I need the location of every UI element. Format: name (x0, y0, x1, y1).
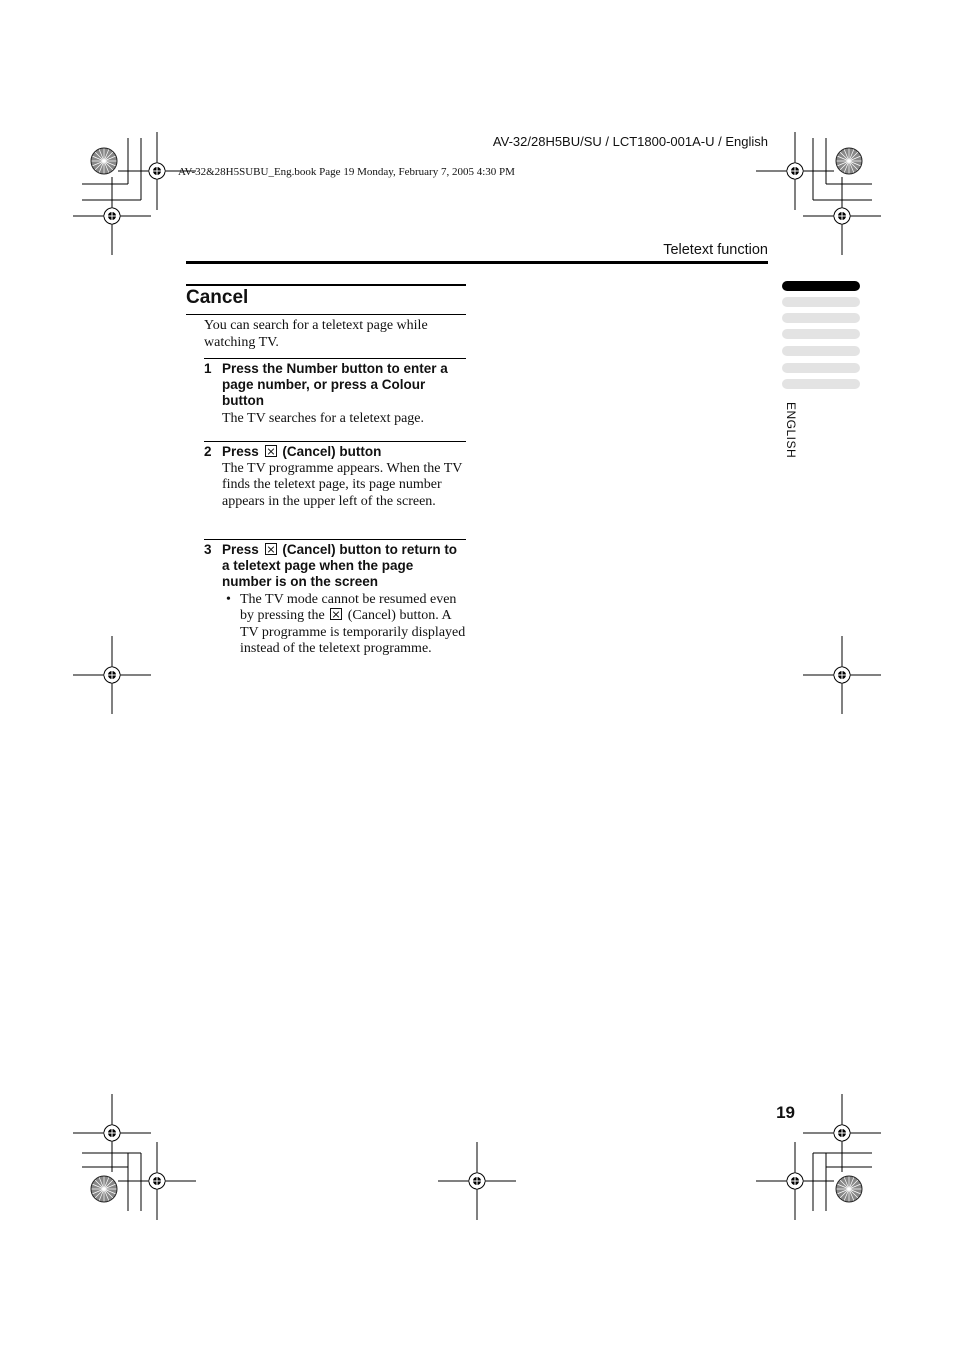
page-number: 19 (776, 1103, 795, 1122)
step-number: 3 (204, 542, 212, 557)
section-header: Teletext function (663, 242, 768, 258)
step-heading-post: (Cancel) button (282, 444, 382, 459)
step-heading-post: (Cancel) button to return to a teletext page when the page number is on the screen (222, 542, 458, 589)
book-info: AV-32&28H5SUBU_Eng.book Page 19 Monday, February 7, 2005 4:30 PM (178, 166, 515, 178)
step-body: The TV programme appears. When the TV finds the teletext page, its page number appears in the upper left of the screen. (222, 461, 463, 509)
bullet-text-pre: The TV mode cannot be resumed even by pressing the (240, 592, 457, 624)
bullet-marker: • (226, 592, 231, 607)
step-heading-pre: Press (222, 444, 259, 459)
step-heading-pre: Press (222, 542, 259, 557)
document-id: AV-32/28H5BU/SU / LCT1800-001A-U / English (492, 134, 768, 149)
language-label: ENGLISH (784, 402, 798, 459)
step-number: 2 (204, 444, 212, 459)
intro-text: You can search for a teletext page while watching TV. (204, 318, 428, 350)
page-title: Cancel (186, 287, 249, 308)
bullet-text-post: (Cancel) button. A TV programme is temporarily displayed instead of the teletext programme. (240, 608, 466, 656)
step-heading: Press the Number button to enter a page number, or press a Colour button (222, 361, 448, 408)
step-number: 1 (204, 361, 212, 376)
step-body: The TV searches for a teletext page. (222, 411, 425, 426)
